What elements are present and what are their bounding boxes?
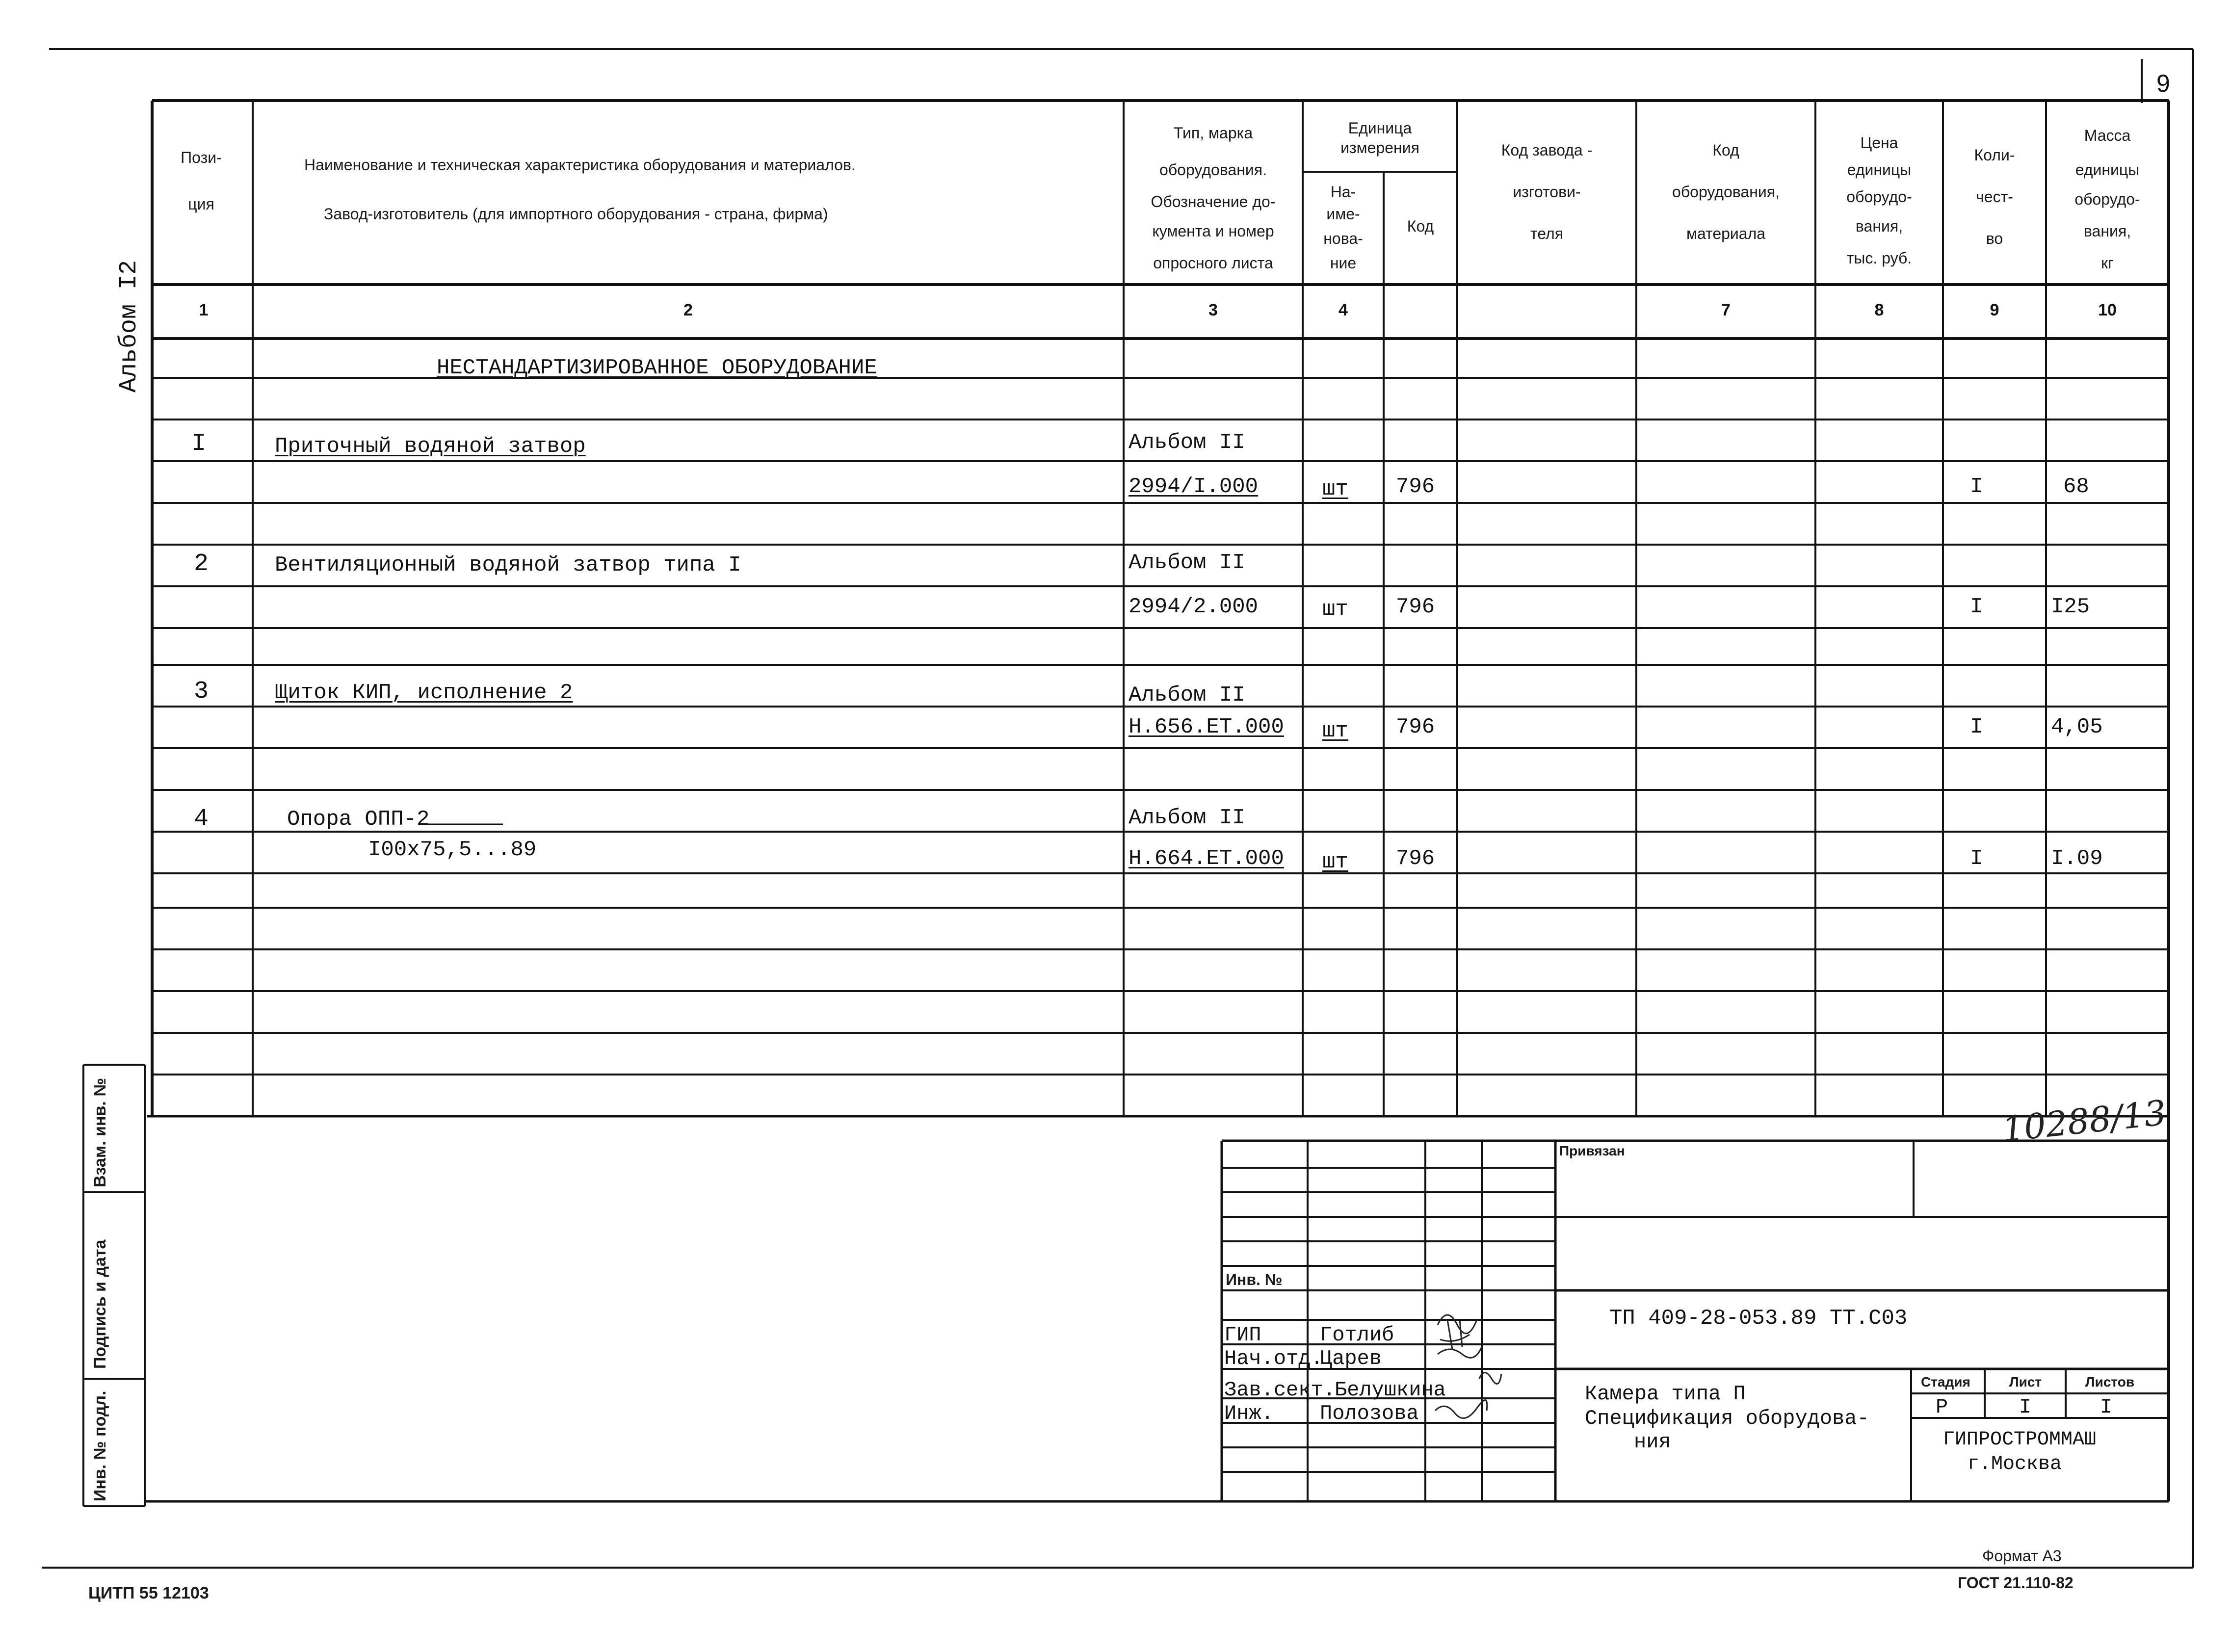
col-number: 2 [683, 301, 693, 319]
header-col8-line: Цена [1860, 134, 1898, 152]
item-doc-number: 2994/2.000 [1129, 595, 1259, 619]
header-col8-line: оборудо- [1846, 188, 1912, 206]
item-position: I [191, 430, 207, 458]
header-col9-line: чест- [1976, 188, 2013, 206]
item-name: Опора ОПП-2 [287, 807, 430, 832]
header-col4-line: ние [1330, 254, 1357, 272]
item-quantity: I [1970, 595, 1983, 619]
item-mass: I.09 [2051, 846, 2103, 871]
header-col3-line: Тип, марка [1173, 124, 1253, 142]
header-col-name: Наименование и техническая характеристика оборудования и материалов. [304, 156, 856, 174]
gost-label: ГОСТ 21.110-82 [1958, 1574, 2074, 1592]
header-col10-line: оборудо- [2074, 190, 2140, 208]
item-doc-album: Альбом II [1129, 430, 1245, 455]
item-mass: I25 [2051, 595, 2090, 619]
item-mass: 4,05 [2051, 715, 2103, 739]
header-col7-line: оборудования, [1672, 183, 1780, 201]
sheet-number: 9 [2156, 70, 2170, 97]
stage-label: Стадия [1921, 1374, 1970, 1390]
staff-name: Белушкина [1335, 1378, 1446, 1402]
privyazan-label: Привязан [1559, 1143, 1625, 1158]
header-col9-line: Коли- [1974, 146, 2015, 164]
header-col6-line: теля [1530, 225, 1564, 242]
header-col8-line: единицы [1847, 161, 1912, 179]
header-unit-group: измерения [1340, 139, 1419, 157]
sheet-value: I [2019, 1395, 2032, 1419]
item-name: Приточный водяной затвор [275, 434, 586, 459]
organization: ГИПРОСТРОММАШ [1943, 1429, 2097, 1451]
item-unit-code: 796 [1396, 474, 1435, 499]
header-unit-group: Единица [1348, 119, 1412, 137]
col-number: 3 [1208, 301, 1218, 319]
document-code: ТП 409-28-053.89 ТТ.С03 [1609, 1306, 1908, 1331]
item-quantity: I [1970, 715, 1983, 739]
header-col9-line: во [1986, 230, 2003, 247]
item-unit-code: 796 [1396, 595, 1435, 619]
col-number: 9 [1990, 301, 1999, 319]
item-doc-number: Н.664.ЕТ.000 [1129, 846, 1284, 871]
item-unit: шт [1322, 850, 1348, 874]
col-number: 7 [1721, 301, 1731, 319]
item-doc-album: Альбом II [1129, 683, 1245, 708]
header-col10-line: Масса [2084, 127, 2131, 144]
title-line: Камера типа П [1585, 1382, 1746, 1406]
col-number: 4 [1339, 301, 1348, 319]
item-doc-number: Н.656.ЕТ.000 [1129, 715, 1284, 739]
stamp-inv-podl: Инв. № подл. [91, 1390, 109, 1501]
inv-no-label: Инв. № [1226, 1271, 1283, 1288]
title-line: Спецификация оборудова- [1585, 1407, 1869, 1430]
header-col7-line: материала [1686, 225, 1766, 242]
item-mass: 68 [2063, 474, 2089, 499]
sheet-label: Лист [2009, 1374, 2042, 1390]
sheets-label: Листов [2085, 1374, 2135, 1390]
item-name: Щиток КИП, исполнение 2 [275, 681, 573, 705]
header-col4-line: На- [1330, 183, 1356, 201]
item-unit: шт [1322, 719, 1348, 743]
item-position: 4 [194, 805, 209, 833]
header-col4-line: нова- [1323, 230, 1363, 247]
item-unit-code: 796 [1396, 715, 1435, 739]
item-unit: шт [1322, 597, 1348, 622]
staff-role: Нач.отд. [1224, 1347, 1323, 1370]
header-col1-line: Пози- [181, 149, 222, 166]
col-number: 10 [2098, 301, 2117, 319]
item-quantity: I [1970, 846, 1983, 871]
header-col4-line: име- [1326, 205, 1360, 223]
cipt-label: ЦИТП 55 12103 [88, 1584, 209, 1602]
header-col1-line: ция [188, 195, 214, 213]
item-name-detail: I00x75,5...89 [368, 838, 537, 862]
item-doc-number: 2994/I.000 [1129, 474, 1259, 499]
format-label: Формат А3 [1982, 1547, 2062, 1565]
header-col-manufacturer: Завод-изготовитель (для импортного оборудования - страна, фирма) [324, 205, 828, 223]
header-col10-line: кг [2101, 254, 2114, 272]
header-col3-line: кумента и номер [1152, 222, 1274, 240]
header-col3-line: оборудования. [1159, 161, 1267, 179]
item-doc-album: Альбом II [1129, 551, 1245, 575]
header-col8-line: тыс. руб. [1846, 249, 1912, 267]
header-col6-line: Код завода - [1501, 141, 1593, 159]
item-name: Вентиляционный водяной затвор типа I [275, 553, 741, 577]
header-col7-line: Код [1712, 141, 1739, 159]
stamp-signature-date: Подпись и дата [91, 1239, 109, 1369]
stamp-vzam-inv: Взам. инв. № [91, 1077, 109, 1187]
item-unit: шт [1322, 477, 1348, 501]
header-col10-line: единицы [2075, 161, 2140, 179]
album-label: Альбом I2 [115, 260, 143, 393]
header-col8-line: вания, [1855, 217, 1903, 235]
title-line: ния [1634, 1430, 1671, 1454]
staff-name: Готлиб [1320, 1323, 1394, 1347]
item-unit-code: 796 [1396, 846, 1435, 871]
item-quantity: I [1970, 474, 1983, 499]
header-col3-line: Обозначение до- [1151, 193, 1276, 210]
header-col3-line: опросного листа [1153, 254, 1273, 272]
organization-city: г.Москва [1968, 1453, 2062, 1475]
stage-value: Р [1936, 1395, 1948, 1419]
staff-name: Царев [1320, 1347, 1382, 1370]
item-position: 3 [194, 678, 209, 706]
col-number: 1 [199, 301, 209, 319]
staff-role: Инж. [1224, 1402, 1274, 1425]
header-col10-line: вания, [2083, 222, 2131, 240]
handwritten-registration-number: 10288/13 [2000, 1092, 2168, 1150]
col-number: 8 [1874, 301, 1884, 319]
staff-role: Зав.сект. [1224, 1378, 1336, 1402]
header-col-unit-code: Код [1407, 217, 1434, 235]
section-title: НЕСТАНДАРТИЗИРОВАННОЕ ОБОРУДОВАНИЕ [437, 356, 877, 380]
sheets-value: I [2100, 1395, 2113, 1419]
staff-role: ГИП [1224, 1323, 1261, 1347]
staff-name: Полозова [1320, 1402, 1419, 1425]
item-position: 2 [194, 550, 209, 578]
header-col6-line: изготови- [1513, 183, 1581, 201]
item-doc-album: Альбом II [1129, 806, 1245, 830]
